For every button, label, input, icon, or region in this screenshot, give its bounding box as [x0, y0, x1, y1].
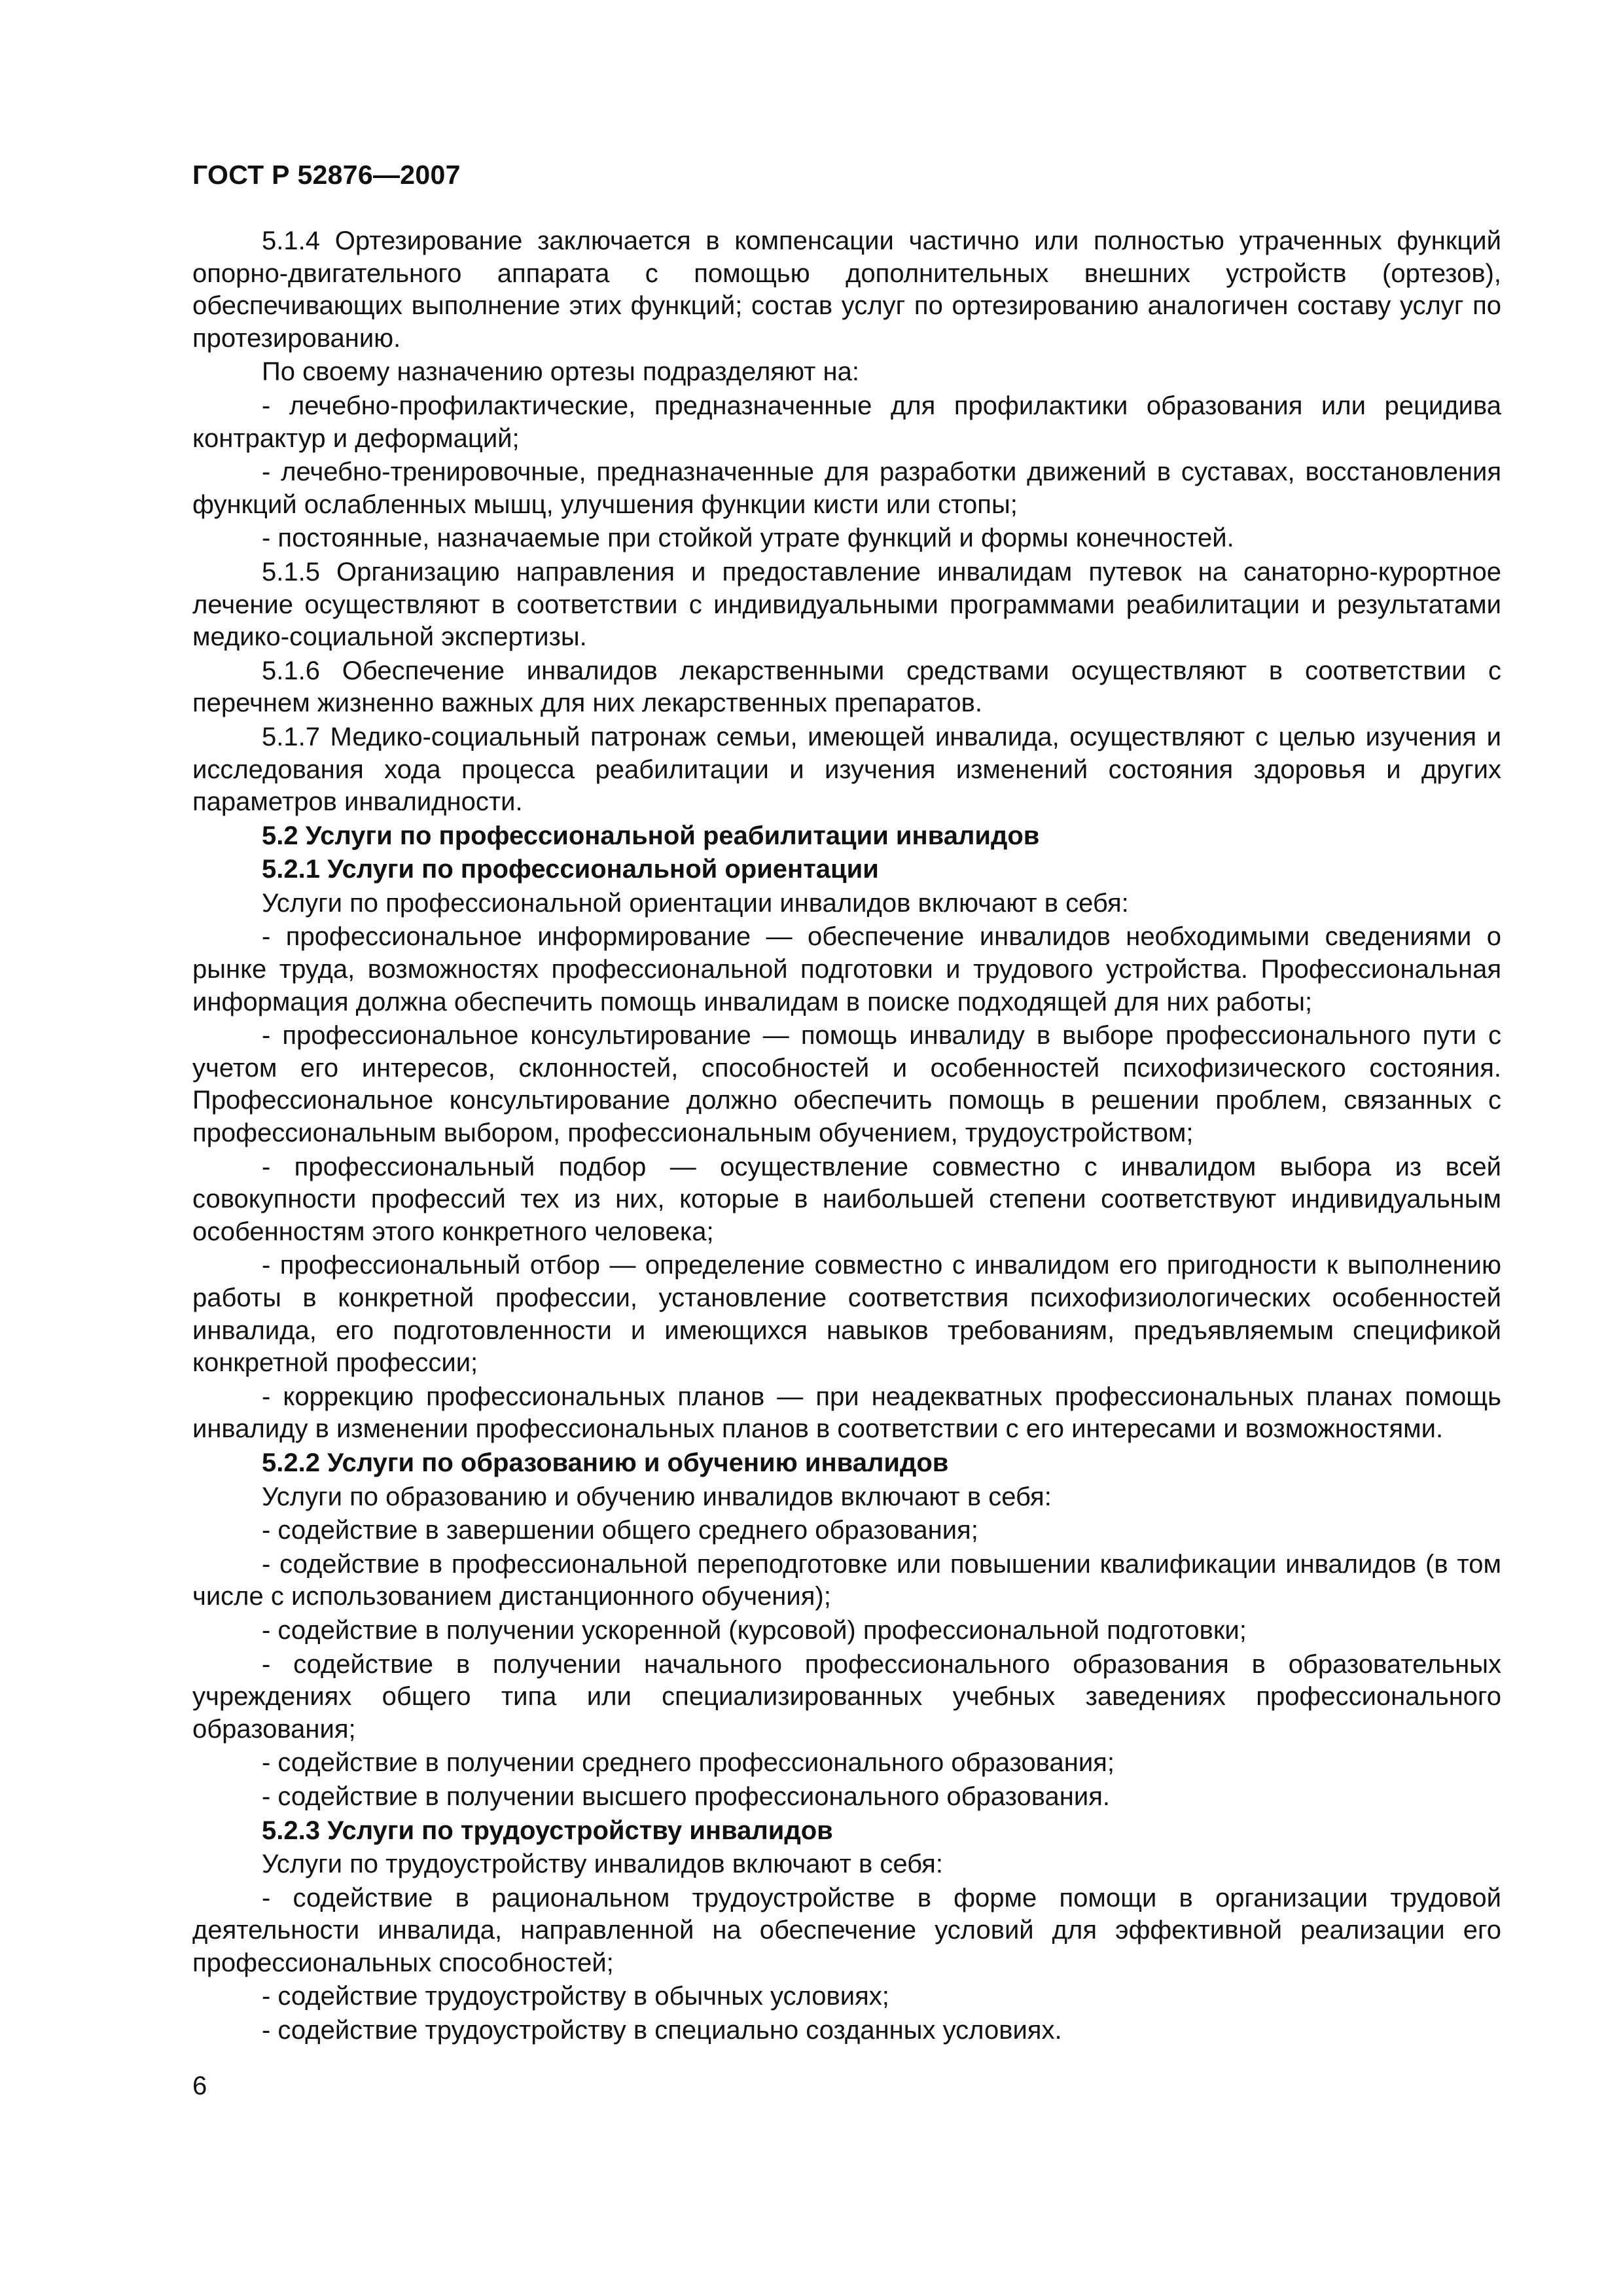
section-heading: 5.2.2 Услуги по образованию и обучению инвалидов — [262, 1448, 949, 1477]
paragraph: - профессиональный подбор — осуществление совместно с инвалидом выбора из всей совокупности профессий тех из них, которые в наибольшей степени соответствуют индивидуальным особенностям этого конкретного человека; — [192, 1152, 1501, 1246]
paragraph: - постоянные, назначаемые при стойкой утрате функций и формы конечностей. — [262, 524, 1234, 553]
paragraph: - содействие в рациональном трудоустройстве в форме помощи в организации трудовой деятельности инвалида, направленной на обеспечение условий для эффективной реализации его профессиональных способностей; — [192, 1883, 1501, 1977]
paragraph: Услуги по образованию и обучению инвалидов включают в себя: — [262, 1482, 1052, 1511]
paragraph: По своему назначению ортезы подразделяют на: — [262, 357, 859, 387]
paragraph: 5.1.7 Медико-социальный патронаж семьи, имеющей инвалида, осуществляют с целью изучения и исследования хода процесса реабилитации и изучения изменений состояния здоровья и других параметров инвалидности. — [192, 722, 1501, 817]
paragraph: - содействие трудоустройству в специально созданных условиях. — [262, 2016, 1062, 2045]
document-header: ГОСТ Р 52876—2007 — [192, 160, 461, 190]
paragraph: - коррекцию профессиональных планов — при неадекватных профессиональных планах помощь инвалиду в изменении профессиональных планов в соответствии с его интересами и возможностями. — [192, 1382, 1501, 1444]
document-body — [192, 225, 1501, 2049]
paragraph: Услуги по профессиональной ориентации инвалидов включают в себя: — [262, 888, 1129, 918]
paragraph: 5.1.6 Обеспечение инвалидов лекарственными средствами осуществляют в соответствии с перечнем жизненно важных для них лекарственных препаратов. — [192, 656, 1501, 718]
paragraph: - содействие в получении начального профессионального образования в образовательных учреждениях общего типа или специализированных учебных заведениях профессионального образования; — [192, 1649, 1501, 1744]
paragraph: - содействие в профессиональной переподготовке или повышении квалификации инвалидов (в том числе с использованием дистанционного обучения); — [192, 1549, 1501, 1611]
paragraph: - профессиональное информирование — обеспечение инвалидов необходимыми сведениями о рынке труда, возможностях профессиональной подготовки и трудового устройства. Профессиональная информация должна обеспечить помощь инвалидам в поиске подходящей для них работы; — [192, 922, 1501, 1016]
paragraph: - содействие в получении высшего профессионального образования. — [262, 1782, 1110, 1811]
section-heading: 5.2.3 Услуги по трудоустройству инвалидов — [262, 1816, 833, 1845]
paragraph: - содействие в завершении общего среднего образования; — [262, 1516, 978, 1545]
paragraph: Услуги по трудоустройству инвалидов включают в себя: — [262, 1850, 943, 1879]
section-heading: 5.2 Услуги по профессиональной реабилитации инвалидов — [262, 821, 1040, 850]
paragraph: - профессиональное консультирование — помощь инвалиду в выборе профессионального пути с учетом его интересов, склонностей, способностей и особенностей психофизического состояния. Профессиональное консультирование должно обеспечить помощь в решении проблем, связанных с профессиональным выбором, профессиональным обучением, трудоустройством; — [192, 1021, 1501, 1148]
paragraph: - профессиональный отбор — определение совместно с инвалидом его пригодности к выполнению работы в конкретной профессии, установление соответствия психофизиологических особенностей инвалида, его подготовленности и имеющихся навыков требованиям, предъявляемым спецификой конкретной профессии; — [192, 1251, 1501, 1378]
paragraph: - содействие трудоустройству в обычных условиях; — [262, 1982, 889, 2011]
paragraph: 5.1.4 Ортезирование заключается в компенсации частично или полностью утраченных функций опорно-двигательного аппарата с помощью дополнительных внешних устройств (ортезов), обеспечивающих выполнение этих функций; состав услуг по ортезированию аналогичен составу услуг по протезированию. — [192, 226, 1501, 353]
paragraph: - содействие в получении ускоренной (курсовой) профессиональной подготовки; — [262, 1615, 1247, 1645]
paragraph: - лечебно-тренировочные, предназначенные для разработки движений в суставах, восстановления функций ослабленных мышц, улучшения функции кисти или стопы; — [192, 457, 1501, 519]
paragraph: - лечебно-профилактические, предназначенные для профилактики образования или рецидива контрактур и деформаций; — [192, 391, 1501, 453]
paragraph: 5.1.5 Организацию направления и предоставление инвалидам путевок на санаторно-курортное лечение осуществляют в соответствии с индивидуальными программами реабилитации и результатами медико-социальной экспертизы. — [192, 557, 1501, 652]
section-heading: 5.2.1 Услуги по профессиональной ориентации — [262, 855, 879, 884]
paragraph: - содействие в получении среднего профессионального образования; — [262, 1748, 1115, 1778]
page-number: 6 — [192, 2072, 207, 2100]
